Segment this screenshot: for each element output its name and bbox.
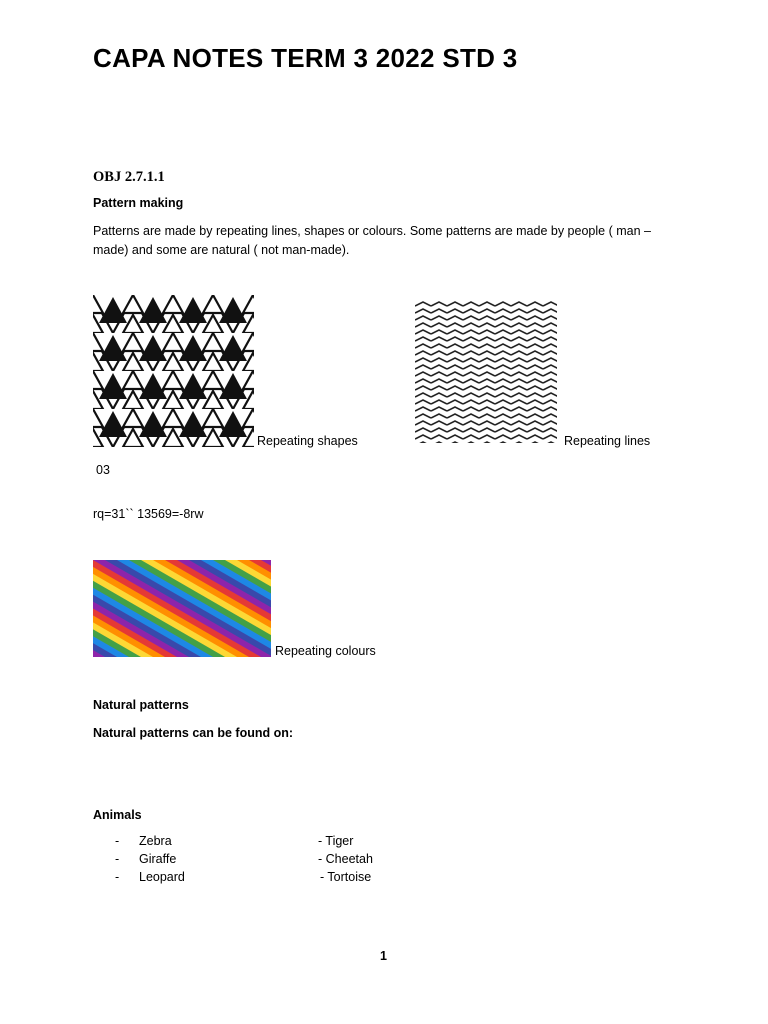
natural-patterns-heading: Natural patterns <box>93 698 189 712</box>
stray-text-code: rq=31`` 13569=-8rw <box>93 507 204 521</box>
animal-right: - Cheetah <box>318 852 373 866</box>
objective-code: OBJ 2.7.1.1 <box>93 169 165 185</box>
animals-heading: Animals <box>93 808 142 822</box>
list-item <box>115 834 415 852</box>
animal-left: Leopard <box>139 870 185 884</box>
bullet: - <box>115 870 120 884</box>
repeating-lines-image <box>415 301 557 443</box>
animal-left: Giraffe <box>139 852 177 866</box>
repeating-lines-caption: Repeating lines <box>564 434 651 448</box>
animal-right: - Tiger <box>318 834 354 848</box>
intro-paragraph: Patterns are made by repeating lines, shapes or colours. Some patterns are made by people ( man – made) and some are natural ( not man-made). <box>93 224 651 257</box>
repeating-shapes-image <box>93 295 254 447</box>
animal-left: Zebra <box>139 834 172 848</box>
list-item <box>115 852 415 870</box>
natural-patterns-intro: Natural patterns can be found on: <box>93 726 294 740</box>
repeating-colours-caption: Repeating colours <box>275 644 376 658</box>
animals-list <box>115 834 415 888</box>
bullet: - <box>115 834 120 848</box>
page-number: 1 <box>380 949 387 963</box>
zigzag-pattern-svg <box>415 301 557 443</box>
bullet: - <box>115 852 120 866</box>
repeating-shapes-caption: Repeating shapes <box>257 434 358 448</box>
triangle-pattern-svg <box>93 295 254 447</box>
repeating-colours-image <box>93 560 271 657</box>
section-heading: Pattern making <box>93 196 184 210</box>
stray-text-03: 03 <box>96 463 110 477</box>
page-title: CAPA NOTES TERM 3 2022 STD 3 <box>93 43 518 73</box>
animal-right: - Tortoise <box>320 870 372 884</box>
rainbow-stripes-svg <box>93 560 271 657</box>
list-item <box>115 870 415 888</box>
